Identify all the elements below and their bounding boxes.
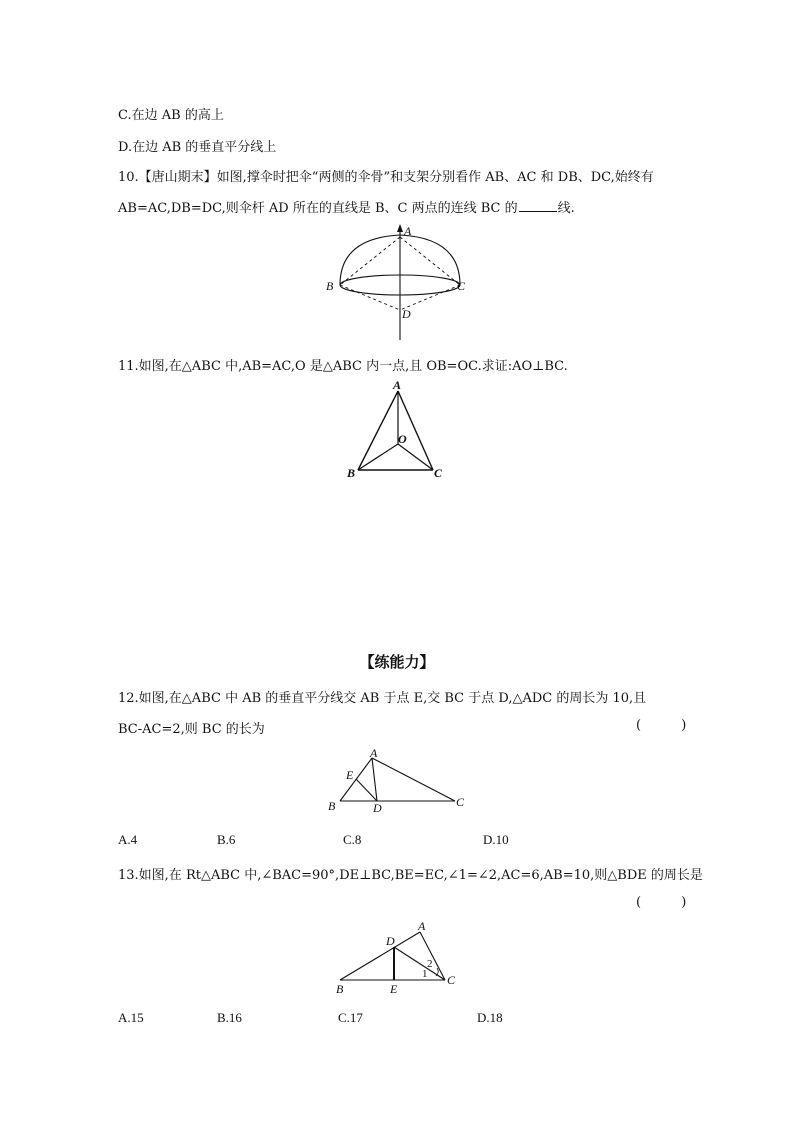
q12-option-c[interactable]: C.8 (343, 832, 362, 847)
q13-option-a[interactable]: A.15 (118, 1010, 144, 1025)
q10-text-line2 (118, 197, 575, 216)
q9-option-c: C.在边 AB 的高上 (118, 108, 224, 123)
label-e: E (390, 982, 398, 996)
umbrella-figure (320, 222, 480, 344)
answer-parentheses[interactable]: ( ) (636, 718, 705, 733)
label-two: 2 (427, 958, 433, 970)
q13-option-b[interactable]: B.16 (217, 1010, 242, 1025)
q12-option-d[interactable]: D.10 (483, 832, 509, 847)
label-c: C (456, 795, 465, 809)
q11-text: 11.如图,在△ABC 中,AB=AC,O 是△ABC 内一点,且 OB=OC.求证:AO⊥BC. (118, 359, 568, 374)
q12-text-line2: BC-AC=2,则 BC 的长为 (118, 722, 265, 737)
triangle-abc-figure-q12 (325, 745, 470, 815)
label-one: 1 (422, 968, 428, 980)
triangle-abo-figure (340, 378, 450, 480)
label-b: B (326, 279, 334, 293)
label-a: A (393, 378, 402, 392)
label-d: D (373, 801, 382, 815)
answer-parentheses[interactable]: ( ) (636, 895, 705, 910)
label-b: B (328, 799, 336, 813)
label-c: C (434, 466, 443, 480)
label-d: D (386, 934, 395, 948)
q12-option-b[interactable]: B.6 (217, 832, 236, 847)
q13-option-d[interactable]: D.18 (477, 1010, 503, 1025)
label-d: D (402, 307, 411, 321)
right-triangle-figure-q13 (330, 915, 460, 995)
label-o: O (398, 432, 407, 446)
label-c: C (457, 279, 466, 293)
label-c: C (447, 973, 456, 987)
label-a: A (370, 746, 378, 760)
q10-text-before-blank: AB=AC,DB=DC,则伞杆 AD 所在的直线是 B、C 两点的连线 BC 的 (118, 201, 518, 216)
q13-option-c[interactable]: C.17 (338, 1010, 363, 1025)
q10-text-line1: 10.【唐山期末】如图,撑伞时把伞“两侧的伞骨”和支架分别看作 AB、AC 和 DB、DC,始终有 (118, 170, 654, 185)
label-e: E (346, 768, 354, 782)
q10-text-after-blank: 线. (557, 201, 575, 216)
label-a: A (404, 224, 412, 238)
answer-blank[interactable] (519, 200, 557, 212)
q12-option-a[interactable]: A.4 (118, 832, 138, 847)
q13-text-line1: 13.如图,在 Rt△ABC 中,∠BAC=90°,DE⊥BC,BE=EC,∠1=∠2,AC=6,AB=10,则△BDE 的周长是 (118, 868, 703, 883)
section-title: 【练能力】 (359, 653, 435, 671)
label-b: B (347, 466, 356, 480)
label-b: B (336, 982, 344, 996)
label-a: A (418, 919, 426, 933)
q12-text-line1: 12.如图,在△ABC 中 AB 的垂直平分线交 AB 于点 E,交 BC 于点 D,△ADC 的周长为 10,且 (118, 691, 647, 706)
q9-option-d: D.在边 AB 的垂直平分线上 (118, 140, 277, 155)
